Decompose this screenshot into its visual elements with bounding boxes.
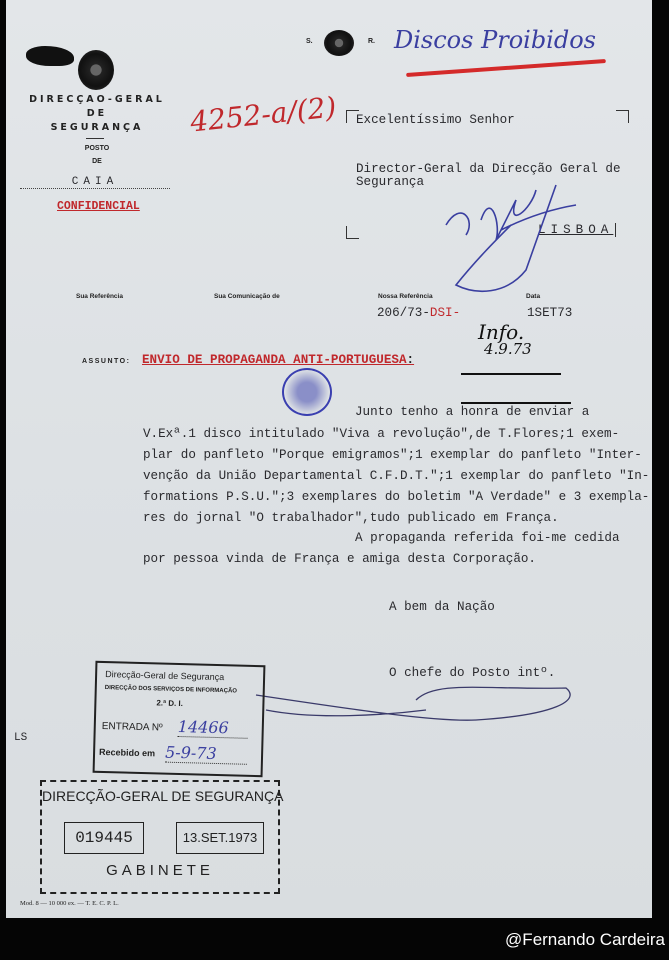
form-footer: Mod. 8 — 10 000 ex. — T. E. C. P. L. bbox=[20, 900, 119, 907]
signature bbox=[236, 680, 586, 730]
body-line: formations P.S.U.";3 exemplares do boletim "A Verdade" e 3 exempla- bbox=[143, 490, 650, 504]
gabinete-date: 13.SET.1973 bbox=[176, 822, 264, 854]
address-corner bbox=[346, 226, 359, 239]
ink-blot bbox=[26, 46, 74, 66]
recebido-label: Recebido em bbox=[98, 746, 156, 759]
org-name-line2: DE bbox=[86, 108, 108, 119]
body-line: A propaganda referida foi-me cedida bbox=[355, 531, 620, 545]
closing: A bem da Nação bbox=[389, 600, 495, 614]
ink-stroke bbox=[461, 402, 571, 404]
typist-initials: LS bbox=[14, 732, 28, 744]
subject-colon: : bbox=[406, 353, 415, 367]
addressee-city: LISBOA bbox=[538, 223, 616, 237]
photo-credit-watermark: @Fernando Cardeira bbox=[505, 930, 665, 949]
round-seal-stamp bbox=[282, 368, 332, 416]
nossa-referencia-label: Nossa Referência bbox=[378, 293, 433, 300]
classification-label: CONFIDENCIAL bbox=[57, 200, 140, 213]
posto-name: CAIA bbox=[20, 176, 170, 189]
addressee-line1: Director-Geral da Direcção Geral de bbox=[356, 162, 621, 176]
entry-stamp-dept: DIRECÇÃO DOS SERVIÇOS DE INFORMAÇÃO bbox=[104, 685, 238, 695]
gabinete-number: 019445 bbox=[64, 822, 144, 854]
dgs-emblem bbox=[78, 50, 114, 90]
file-number: 4252-a/(2) bbox=[188, 90, 338, 139]
entry-stamp bbox=[93, 661, 266, 777]
handwritten-info: Info. bbox=[478, 320, 525, 344]
ink-stroke bbox=[461, 373, 561, 375]
sr-s: S. bbox=[306, 38, 313, 45]
gabinete-label: GABINETE bbox=[106, 862, 214, 879]
document-page bbox=[6, 0, 652, 918]
salutation: Excelentíssimo Senhor bbox=[356, 113, 515, 127]
signer-title: O chefe do Posto intº. bbox=[389, 666, 556, 680]
body-line: Junto tenho a honra de enviar a bbox=[355, 405, 590, 419]
subject-label: ASSUNTO: bbox=[82, 358, 131, 365]
entrada-label: ENTRADA Nº bbox=[101, 720, 163, 734]
gabinete-stamp bbox=[40, 780, 284, 894]
data-label: Data bbox=[526, 293, 541, 300]
handwritten-date: 4.9.73 bbox=[484, 340, 532, 358]
entry-stamp-org: Direcção-Geral de Segurança bbox=[105, 669, 225, 683]
entry-stamp-division: 2.ª D. I. bbox=[156, 698, 184, 709]
date-value: 1SET73 bbox=[527, 306, 573, 320]
nossa-referencia-value bbox=[377, 306, 460, 320]
reference-number: 206/73- bbox=[377, 306, 430, 320]
crest-emblem bbox=[324, 30, 354, 56]
org-name-line3: SEGURANÇA bbox=[50, 122, 144, 133]
de-label: DE bbox=[92, 158, 102, 165]
entrada-value: 14466 bbox=[178, 717, 248, 739]
sua-comunicacao-label: Sua Comunicação de bbox=[214, 293, 280, 300]
subject-title: ENVIO DE PROPAGANDA ANTI-PORTUGUESA bbox=[142, 353, 407, 367]
subject-text bbox=[142, 353, 414, 367]
body-line: res do jornal "O trabalhador",tudo publicado em França. bbox=[143, 511, 559, 525]
body-line: V.Exª.1 disco intitulado "Viva a revolução",de T.Flores;1 exem- bbox=[143, 427, 620, 441]
address-corner bbox=[616, 110, 629, 123]
org-name-line1: DIRECÇAO-GERAL bbox=[29, 94, 165, 105]
addressee-line2: Segurança bbox=[356, 175, 425, 189]
divider bbox=[86, 138, 104, 139]
gabinete-stamp-title: DIRECÇÃO-GERAL DE SEGURANÇA bbox=[42, 788, 284, 804]
posto-label: POSTO bbox=[84, 145, 110, 152]
sua-referencia-label: Sua Referência bbox=[76, 293, 123, 300]
body-line: por pessoa vinda de França e amiga desta Corporação. bbox=[143, 552, 536, 566]
body-line: plar do panfleto "Porque emigramos";1 exemplar do panfleto "Inter- bbox=[143, 448, 642, 462]
handwritten-title: Discos Proibidos bbox=[394, 26, 596, 54]
body-line: venção da União Departamental C.F.D.T.";1 exemplar do panfleto "In- bbox=[143, 469, 650, 483]
recebido-value: 5-9-73 bbox=[165, 743, 247, 765]
reference-suffix: DSI- bbox=[429, 306, 461, 320]
red-underline bbox=[406, 59, 606, 77]
sr-r: R. bbox=[368, 38, 375, 45]
handwritten-signature-blue bbox=[436, 180, 586, 295]
